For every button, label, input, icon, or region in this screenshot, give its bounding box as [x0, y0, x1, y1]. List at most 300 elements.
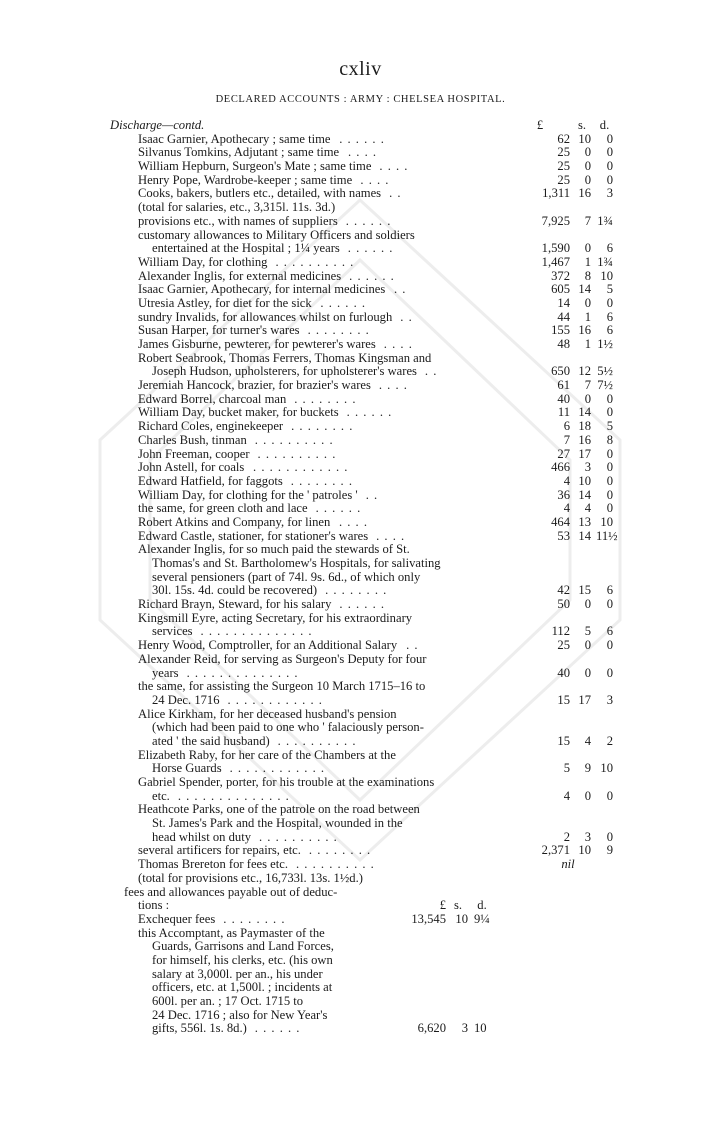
leader-dots: . . . . . . . . . . [275, 254, 355, 269]
ledger-row [0, 940, 721, 954]
ledger-row [0, 283, 721, 297]
entry-text: John Freeman, cooper [138, 446, 250, 461]
ledger-row [0, 557, 721, 571]
shillings-amount: 0 [584, 391, 591, 406]
pounds-amount: 605 [551, 282, 570, 297]
pounds-amount: 650 [551, 364, 570, 379]
shillings-amount: 1 [584, 309, 591, 324]
leader-dots: . . . . . . . . [308, 843, 372, 858]
inner-pence-amount: 10 [474, 1021, 487, 1036]
pence-amount: 3 [606, 186, 613, 201]
shillings-amount: 0 [584, 788, 591, 803]
leader-dots: . . . . . . [345, 213, 392, 228]
pence-amount: 0 [606, 172, 613, 187]
pence-amount: 0 [606, 391, 613, 406]
pence-amount: 0 [606, 159, 613, 174]
pence-amount: 0 [606, 446, 613, 461]
ledger-row [0, 653, 721, 667]
leader-dots: . . . . . . . . . . . . . . [177, 788, 290, 803]
entry-text: etc. [152, 788, 170, 803]
ledger-row [0, 187, 721, 201]
pounds-amount: 40 [557, 391, 570, 406]
inner-pounds-amount: 6,620 [417, 1021, 446, 1036]
shillings-amount: 9 [584, 761, 591, 776]
entry-text: entertained at the Hospital ; 1¼ years [152, 241, 340, 256]
ledger-row [0, 584, 721, 598]
ledger-row [0, 297, 721, 311]
running-head: DECLARED ACCOUNTS : ARMY : CHELSEA HOSPITAL. [215, 94, 506, 105]
leader-dots: . . . . . . [339, 597, 386, 612]
entry-text: William Day, bucket maker, for buckets [138, 405, 339, 420]
entry-text: salary at 3,000l. per an., his under [152, 966, 323, 981]
leader-dots: . . . . . . [254, 1021, 301, 1036]
shillings-amount: 17 [578, 692, 591, 707]
ledger-row [0, 420, 721, 434]
pounds-amount: 15 [557, 692, 570, 707]
pence-amount: 5½ [597, 364, 613, 379]
shillings-amount: 0 [584, 159, 591, 174]
shillings-amount: 4 [584, 733, 591, 748]
shillings-amount: 0 [584, 172, 591, 187]
ledger-row [0, 694, 721, 708]
shillings-amount: 16 [578, 432, 591, 447]
pounds-amount: 25 [557, 145, 570, 160]
entry-text: Kingsmill Eyre, acting Secretary, for his extraordinary [138, 610, 413, 625]
pence-amount: 1½ [597, 337, 613, 351]
shillings-amount: 14 [578, 282, 591, 297]
pence-amount: 3 [606, 692, 613, 707]
pence-amount: 0 [606, 405, 613, 420]
shillings-amount: 10 [578, 843, 591, 858]
pounds-amount: 61 [557, 378, 570, 393]
leader-dots: . . [424, 364, 438, 379]
ledger-row [0, 146, 721, 160]
ledger-row [0, 872, 721, 886]
pounds-heading: £ [536, 118, 544, 132]
pounds-amount: 42 [557, 583, 570, 598]
pence-amount: 1¾ [597, 213, 613, 228]
leader-dots: . . . . . . . . . . . . . . [186, 665, 299, 680]
pence-amount: 5 [606, 419, 613, 434]
pounds-amount: 1,467 [541, 254, 570, 269]
pence-amount: 6 [606, 323, 613, 338]
shillings-amount: 7 [584, 213, 591, 228]
leader-dots: . . . . . . . . [290, 473, 353, 488]
shillings-amount: 7 [584, 378, 591, 393]
shillings-amount: 5 [584, 624, 591, 639]
ledger-row [0, 475, 721, 489]
leader-dots: . . . . . . [349, 268, 395, 283]
entry-text: Alexander Inglis, for external medicines [138, 268, 342, 283]
pence-amount: 9 [606, 843, 613, 858]
shillings-amount: 15 [578, 583, 591, 598]
ledger-row [0, 352, 721, 366]
pence-amount: 6 [606, 624, 613, 639]
pounds-amount: 48 [557, 337, 570, 351]
inner-shillings-heading: s. [453, 898, 463, 913]
pounds-amount: 4 [563, 788, 570, 803]
pence-amount: 6 [606, 309, 613, 324]
entry-text: gifts, 556l. 1s. 8d.) [152, 1021, 247, 1036]
entry-text: William Hepburn, Surgeon's Mate ; same time [138, 159, 372, 174]
entry-text: Edward Castle, stationer, for stationer's wares [138, 528, 369, 543]
ledger-row [0, 831, 721, 845]
shillings-amount: 16 [578, 186, 591, 201]
section-heading: Discharge—contd. [110, 118, 205, 132]
pence-amount: 0 [606, 460, 613, 475]
ledger-row [0, 379, 721, 393]
ledger-row [0, 133, 721, 147]
pounds-amount: 464 [551, 514, 570, 529]
inner-shillings-amount: 10 [455, 911, 468, 926]
ledger-row [0, 721, 721, 735]
ledger-row [0, 530, 721, 544]
pence-amount: 0 [606, 145, 613, 160]
leader-dots: . . . . . . . . [325, 583, 388, 598]
pounds-amount: 372 [551, 268, 570, 283]
entry-text: Edward Borrel, charcoal man [138, 391, 287, 406]
ledger-row [0, 1022, 721, 1036]
entry-text: Gabriel Spender, porter, for his trouble at the examinations [138, 775, 435, 789]
pounds-amount: 5 [563, 761, 570, 776]
entry-text: (total for salaries, etc., 3,315l. 11s. 3d.) [138, 200, 336, 215]
shillings-amount: 0 [584, 241, 591, 256]
leader-dots: . . . . . . . . . . [258, 829, 338, 844]
entry-text: Isaac Garnier, Apothecary ; same time [138, 131, 331, 146]
pence-amount: 0 [606, 638, 613, 653]
entry-text: Henry Wood, Comptroller, for an Additional Salary [138, 638, 398, 653]
ledger-row [0, 242, 721, 256]
inner-pounds-amount: 13,545 [411, 911, 446, 926]
pence-amount: 1¾ [597, 254, 613, 269]
entry-text: services [152, 624, 193, 639]
pounds-amount: 44 [557, 309, 570, 324]
pounds-amount: 1,311 [542, 186, 570, 201]
pounds-amount: 1,590 [541, 241, 570, 256]
entry-text: Joseph Hudson, upholsterers, for upholsterer's wares [152, 364, 417, 379]
entry-text: John Astell, for coals [138, 460, 245, 475]
pounds-amount: 27 [557, 446, 570, 461]
leader-dots: . . . . . . . . . . . . [253, 460, 349, 475]
ledger-row [0, 174, 721, 188]
leader-dots: . . . . . . . . [223, 911, 286, 926]
leader-dots: . . . . . . [346, 405, 393, 420]
leader-dots: . . . . . . . . . . [277, 733, 357, 748]
entry-text: several pensioners (part of 74l. 9s. 6d., of which only [152, 569, 421, 584]
pence-amount: 10 [600, 514, 613, 529]
ledger-row [0, 324, 721, 338]
entry-text: Edward Hatfield, for faggots [138, 473, 283, 488]
ledger-row [0, 735, 721, 749]
entry-text: provisions etc., with names of suppliers [138, 213, 338, 228]
pounds-amount: 11 [557, 405, 570, 420]
pounds-amount: 4 [563, 473, 570, 488]
entry-text: fees and allowances payable out of deduc- [124, 884, 338, 899]
inner-pounds-heading: £ [439, 898, 446, 913]
ledger-row [0, 954, 721, 968]
pence-amount: 0 [606, 131, 613, 146]
entry-text: Thomas Brereton for fees etc. [138, 857, 289, 872]
leader-dots: . . . . . . . . . . . . [227, 692, 323, 707]
entry-text: Cooks, bakers, butlers etc., detailed, with names [138, 186, 382, 201]
shillings-amount: 14 [578, 405, 591, 420]
shillings-amount: 0 [584, 665, 591, 680]
ledger-row [0, 448, 721, 462]
shillings-amount: 18 [578, 419, 591, 434]
entry-text: Guards, Garrisons and Land Forces, [152, 939, 334, 954]
pence-amount: 8 [606, 432, 613, 447]
leader-dots: . . . . . . [339, 131, 385, 146]
pounds-amount: 62 [557, 131, 570, 146]
shillings-amount: 3 [584, 829, 591, 844]
shillings-amount: 12 [578, 364, 591, 379]
shillings-amount: 14 [578, 487, 591, 502]
shillings-amount: 4 [584, 501, 591, 516]
pence-amount: 6 [606, 241, 613, 256]
entry-text: 30l. 15s. 4d. could be recovered) [152, 583, 318, 598]
ledger-row [0, 612, 721, 626]
shillings-amount: 8 [584, 268, 591, 283]
pence-amount: 0 [606, 829, 613, 844]
ledger-row [0, 858, 721, 872]
ledger-row [0, 749, 721, 763]
leader-dots: . . . . . . [347, 241, 394, 256]
shillings-amount: 14 [578, 528, 591, 543]
ledger-row [0, 270, 721, 284]
entry-text: this Accomptant, as Paymaster of the [138, 925, 325, 940]
leader-dots: . . . . . . . . . . [254, 432, 334, 447]
ledger-row [0, 844, 721, 858]
ledger-row [0, 543, 721, 557]
pounds-amount: 4 [563, 501, 570, 516]
ledger-row [0, 899, 721, 913]
shillings-amount: 17 [578, 446, 591, 461]
ledger-row [0, 229, 721, 243]
ledger-row [0, 639, 721, 653]
ledger-row [0, 406, 721, 420]
entry-text: (which had been paid to one who ' falaciously person- [152, 720, 424, 735]
ledger-row [0, 1009, 721, 1023]
leader-dots: . . . . [360, 172, 390, 187]
ledger-row [0, 776, 721, 790]
leader-dots: . . . . [378, 378, 408, 393]
leader-dots: . . . . . . . . [307, 323, 370, 338]
inner-pence-amount: 9¼ [474, 911, 490, 926]
pence-amount: 7½ [597, 378, 613, 393]
ledger-row [0, 927, 721, 941]
pounds-amount: 6 [563, 419, 570, 434]
shillings-amount: 1 [584, 254, 591, 269]
ledger-row [0, 201, 721, 215]
inner-pence-heading: d. [477, 898, 487, 913]
ledger-row [0, 215, 721, 229]
ledger-row [0, 393, 721, 407]
shillings-amount: 16 [578, 323, 591, 338]
entry-text: ated ' the said husband) [152, 733, 270, 748]
pounds-amount: 2,371 [541, 843, 570, 858]
ledger-header-row [0, 119, 721, 133]
ledger-row [0, 571, 721, 585]
ledger-row [0, 886, 721, 900]
leader-dots: . . . . . . . . [294, 391, 357, 406]
entry-text: sundry Invalids, for allowances whilst on furlough [138, 309, 393, 324]
shillings-amount: 0 [584, 145, 591, 160]
pence-amount: 10 [600, 268, 613, 283]
entry-text: Alexander Reid, for serving as Surgeon's Deputy for four [138, 651, 427, 666]
entry-text: officers, etc. at 1,500l. ; incidents at [152, 980, 333, 995]
entry-text: Exchequer fees [138, 911, 216, 926]
entry-text: Thomas's and St. Bartholomew's Hospitals, for salivating [152, 556, 441, 570]
ledger-row [0, 489, 721, 503]
entry-text: Susan Harper, for turner's wares [138, 323, 300, 338]
entry-text: Henry Pope, Wardrobe-keeper ; same time [138, 172, 353, 187]
ledger-row [0, 256, 721, 270]
ledger-row [0, 365, 721, 379]
leader-dots: . . [393, 282, 407, 297]
shillings-heading: s. [577, 118, 587, 132]
leader-dots: . . . . [376, 528, 406, 543]
pounds-amount: 112 [551, 624, 570, 639]
leader-dots: . . . . . . [320, 295, 367, 310]
ledger-row [0, 598, 721, 612]
ledger-row [0, 913, 721, 927]
entry-text: Richard Brayn, Steward, for his salary [138, 597, 332, 612]
leader-dots: . . . . . . . . . . [257, 446, 337, 461]
pounds-amount: 25 [557, 159, 570, 174]
leader-dots: . . . . . . . . [291, 419, 354, 434]
shillings-amount: 10 [578, 473, 591, 488]
entry-text: the same, for green cloth and lace [138, 501, 308, 516]
entry-text: (total for provisions etc., 16,733l. 13s. 1½d.) [138, 870, 363, 885]
ledger-row [0, 502, 721, 516]
pence-amount: 0 [606, 597, 613, 612]
ledger-row [0, 680, 721, 694]
entry-text: the same, for assisting the Surgeon 10 March 1715–16 to [138, 679, 426, 694]
ledger-row [0, 516, 721, 530]
entry-text: Horse Guards [152, 761, 222, 776]
leader-dots: . . [389, 186, 402, 201]
leader-dots: . . [400, 309, 413, 324]
pounds-amount: 2 [563, 829, 570, 844]
entry-text: Robert Atkins and Company, for linen [138, 514, 331, 529]
leader-dots: . . . . . . . . . . . . [229, 761, 326, 776]
ledger-row [0, 995, 721, 1009]
pence-amount: 11½ [596, 528, 618, 543]
ledger-row [0, 790, 721, 804]
pounds-amount: 50 [557, 597, 570, 612]
ledger-row [0, 311, 721, 325]
ledger-row [0, 817, 721, 831]
pounds-amount: 466 [551, 460, 570, 475]
ledger-rows [0, 133, 721, 1036]
entry-text: for himself, his clerks, etc. (his own [152, 952, 333, 967]
pounds-amount: 25 [557, 638, 570, 653]
leader-dots: . . [406, 638, 419, 653]
leader-dots: . . . . [348, 145, 378, 160]
entry-text: Jeremiah Hancock, brazier, for brazier's wares [138, 378, 371, 393]
entry-text: several artificers for repairs, etc. [138, 843, 301, 858]
pounds-amount: 40 [557, 665, 570, 680]
pence-amount: 5 [606, 282, 613, 297]
shillings-amount: 0 [584, 597, 591, 612]
entry-text: Robert Seabrook, Thomas Ferrers, Thomas Kingsman and [138, 350, 432, 365]
pounds-amount: 7 [563, 432, 570, 447]
pence-amount: 10 [600, 761, 613, 776]
pounds-amount: 155 [551, 323, 570, 338]
entry-text: Isaac Garnier, Apothecary, for internal medicines [138, 282, 386, 297]
leader-dots: . . [365, 487, 379, 502]
entry-text: Elizabeth Raby, for her care of the Chambers at the [138, 747, 396, 762]
pounds-amount: 15 [557, 733, 570, 748]
entry-text: William Day, for clothing for the ' patroles ' [138, 487, 358, 502]
entry-text: 600l. per an. ; 17 Oct. 1715 to [152, 994, 304, 1008]
ledger-row [0, 708, 721, 722]
shillings-amount: 0 [584, 638, 591, 653]
ledger-row [0, 803, 721, 817]
nil-amount: nil [561, 857, 575, 872]
leader-dots: . . . . [383, 337, 413, 351]
pence-amount: 0 [606, 665, 613, 680]
entry-text: 24 Dec. 1716 ; also for New Year's [152, 1007, 328, 1022]
shillings-amount: 10 [578, 131, 591, 146]
ledger-row [0, 968, 721, 982]
entry-text: head whilst on duty [152, 829, 251, 844]
entry-text: William Day, for clothing [138, 254, 268, 269]
ledger-row [0, 461, 721, 475]
pence-amount: 0 [606, 473, 613, 488]
pence-amount: 2 [606, 733, 613, 748]
pence-amount: 6 [606, 583, 613, 598]
leader-dots: . . . . . . . . . . . . . . [200, 624, 313, 639]
entry-text: Silvanus Tomkins, Adjutant ; same time [138, 145, 340, 160]
pence-amount: 0 [606, 295, 613, 310]
pence-amount: 0 [606, 501, 613, 516]
pounds-amount: 14 [557, 295, 570, 310]
pounds-amount: 25 [557, 172, 570, 187]
ledger-row [0, 338, 721, 352]
pence-heading: d. [599, 118, 610, 132]
entry-text: St. James's Park and the Hospital, wounded in the [152, 816, 403, 831]
pounds-amount: 36 [557, 487, 570, 502]
entry-text: Heathcote Parks, one of the patrole on the road between [138, 802, 420, 817]
leader-dots: . . . . . . . . . . [296, 857, 375, 872]
ledger-row [0, 667, 721, 681]
shillings-amount: 0 [584, 295, 591, 310]
inner-shillings-amount: 3 [461, 1021, 468, 1036]
page-number: cxliv [339, 58, 382, 80]
entry-text: years [152, 665, 179, 680]
ledger-row [0, 625, 721, 639]
entry-text: Utresia Astley, for diet for the sick [138, 295, 312, 310]
entry-text: 24 Dec. 1716 [152, 692, 220, 707]
ledger-row [0, 762, 721, 776]
ledger-row [0, 981, 721, 995]
entry-text: customary allowances to Military Officers and soldiers [138, 227, 415, 242]
entry-text: tions : [138, 898, 170, 913]
shillings-amount: 13 [578, 514, 591, 529]
pence-amount: 0 [606, 487, 613, 502]
entry-text: Charles Bush, tinman [138, 432, 247, 447]
leader-dots: . . . . [379, 159, 409, 174]
leader-dots: . . . . [338, 514, 368, 529]
ledger-row [0, 434, 721, 448]
leader-dots: . . . . . . [315, 501, 362, 516]
entry-text: Alexander Inglis, for so much paid the stewards of St. [138, 542, 410, 557]
shillings-amount: 3 [584, 460, 591, 475]
ledger-row [0, 160, 721, 174]
entry-text: James Gisburne, pewterer, for pewterer's wares [138, 337, 376, 351]
pounds-amount: 53 [557, 528, 570, 543]
